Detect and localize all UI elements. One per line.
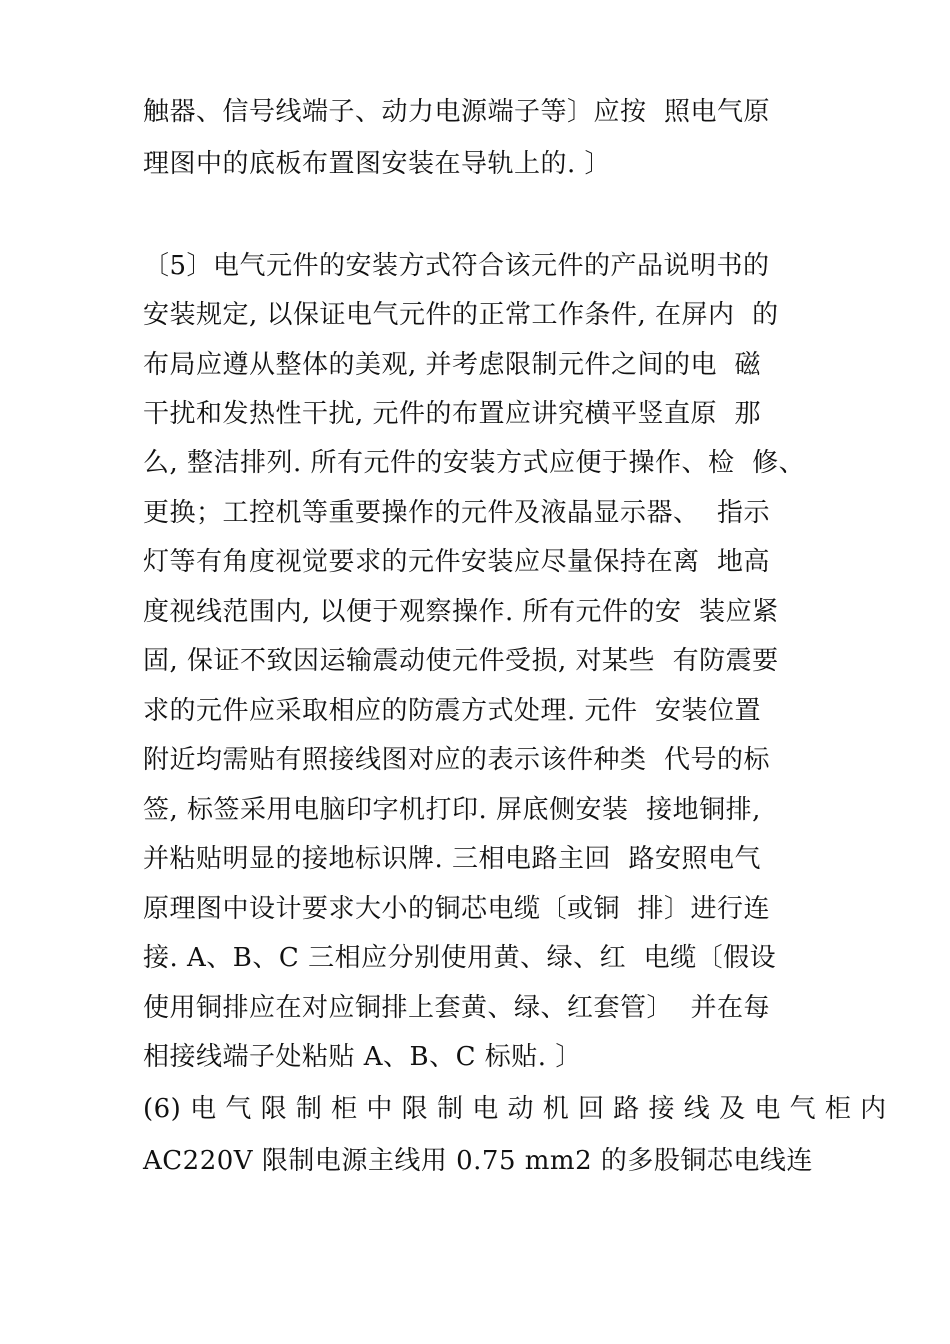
text-line: 附近均需贴有照接线图对应的表示该件种类 代号的标 (143, 745, 771, 775)
text-line: 原理图中设计要求大小的铜芯电缆〔或铜 排〕进行连 (143, 894, 771, 924)
text-line: AC220V 限制电源主线用 0.75 mm2 的多股铜芯电线连 (143, 1146, 813, 1176)
text-line: 触器、信号线端子、动力电源端子等〕应按 照电气原 (143, 97, 771, 127)
text-line: 更换；工控机等重要操作的元件及液晶显示器、 指示 (143, 498, 771, 528)
text-line: 接. A、B、C 三相应分别使用黄、绿、红 电缆〔假设 (143, 943, 777, 973)
text-line: 度视线范围内, 以便于观察操作. 所有元件的安 装应紧 (143, 597, 779, 627)
text-line: 安装规定, 以保证电气元件的正常工作条件, 在屏内 的 (143, 300, 779, 330)
text-line: 理图中的底板布置图安装在导轨上的. 〕 (143, 149, 612, 179)
text-line: 使用铜排应在对应铜排上套黄、绿、红套管〕 并在每 (143, 993, 771, 1023)
text-line: (6) 电 气 限 制 柜 中 限 制 电 动 机 回 路 接 线 及 电 气 柜 内 (143, 1094, 887, 1124)
text-line: 固, 保证不致因运输震动使元件受损, 对某些 有防震要 (143, 646, 779, 676)
text-line: 签, 标签采用电脑印字机打印. 屏底侧安装 接地铜排, (143, 795, 761, 825)
text-line: 么, 整洁排列. 所有元件的安装方式应便于操作、检 修、 (143, 448, 806, 478)
text-line: 相接线端子处粘贴 A、B、C 标贴. 〕 (143, 1042, 582, 1072)
text-line: 〔5〕电气元件的安装方式符合该元件的产品说明书的 (143, 251, 770, 281)
text-line: 布局应遵从整体的美观, 并考虑限制元件之间的电 磁 (143, 350, 762, 380)
text-line: 干扰和发热性干扰, 元件的布置应讲究横平竖直原 那 (143, 399, 762, 429)
text-line: 灯等有角度视觉要求的元件安装应尽量保持在离 地高 (143, 547, 771, 577)
text-line: 求的元件应采取相应的防震方式处理. 元件 安装位置 (143, 696, 762, 726)
text-line: 并粘贴明显的接地标识牌. 三相电路主回 路安照电气 (143, 844, 762, 874)
